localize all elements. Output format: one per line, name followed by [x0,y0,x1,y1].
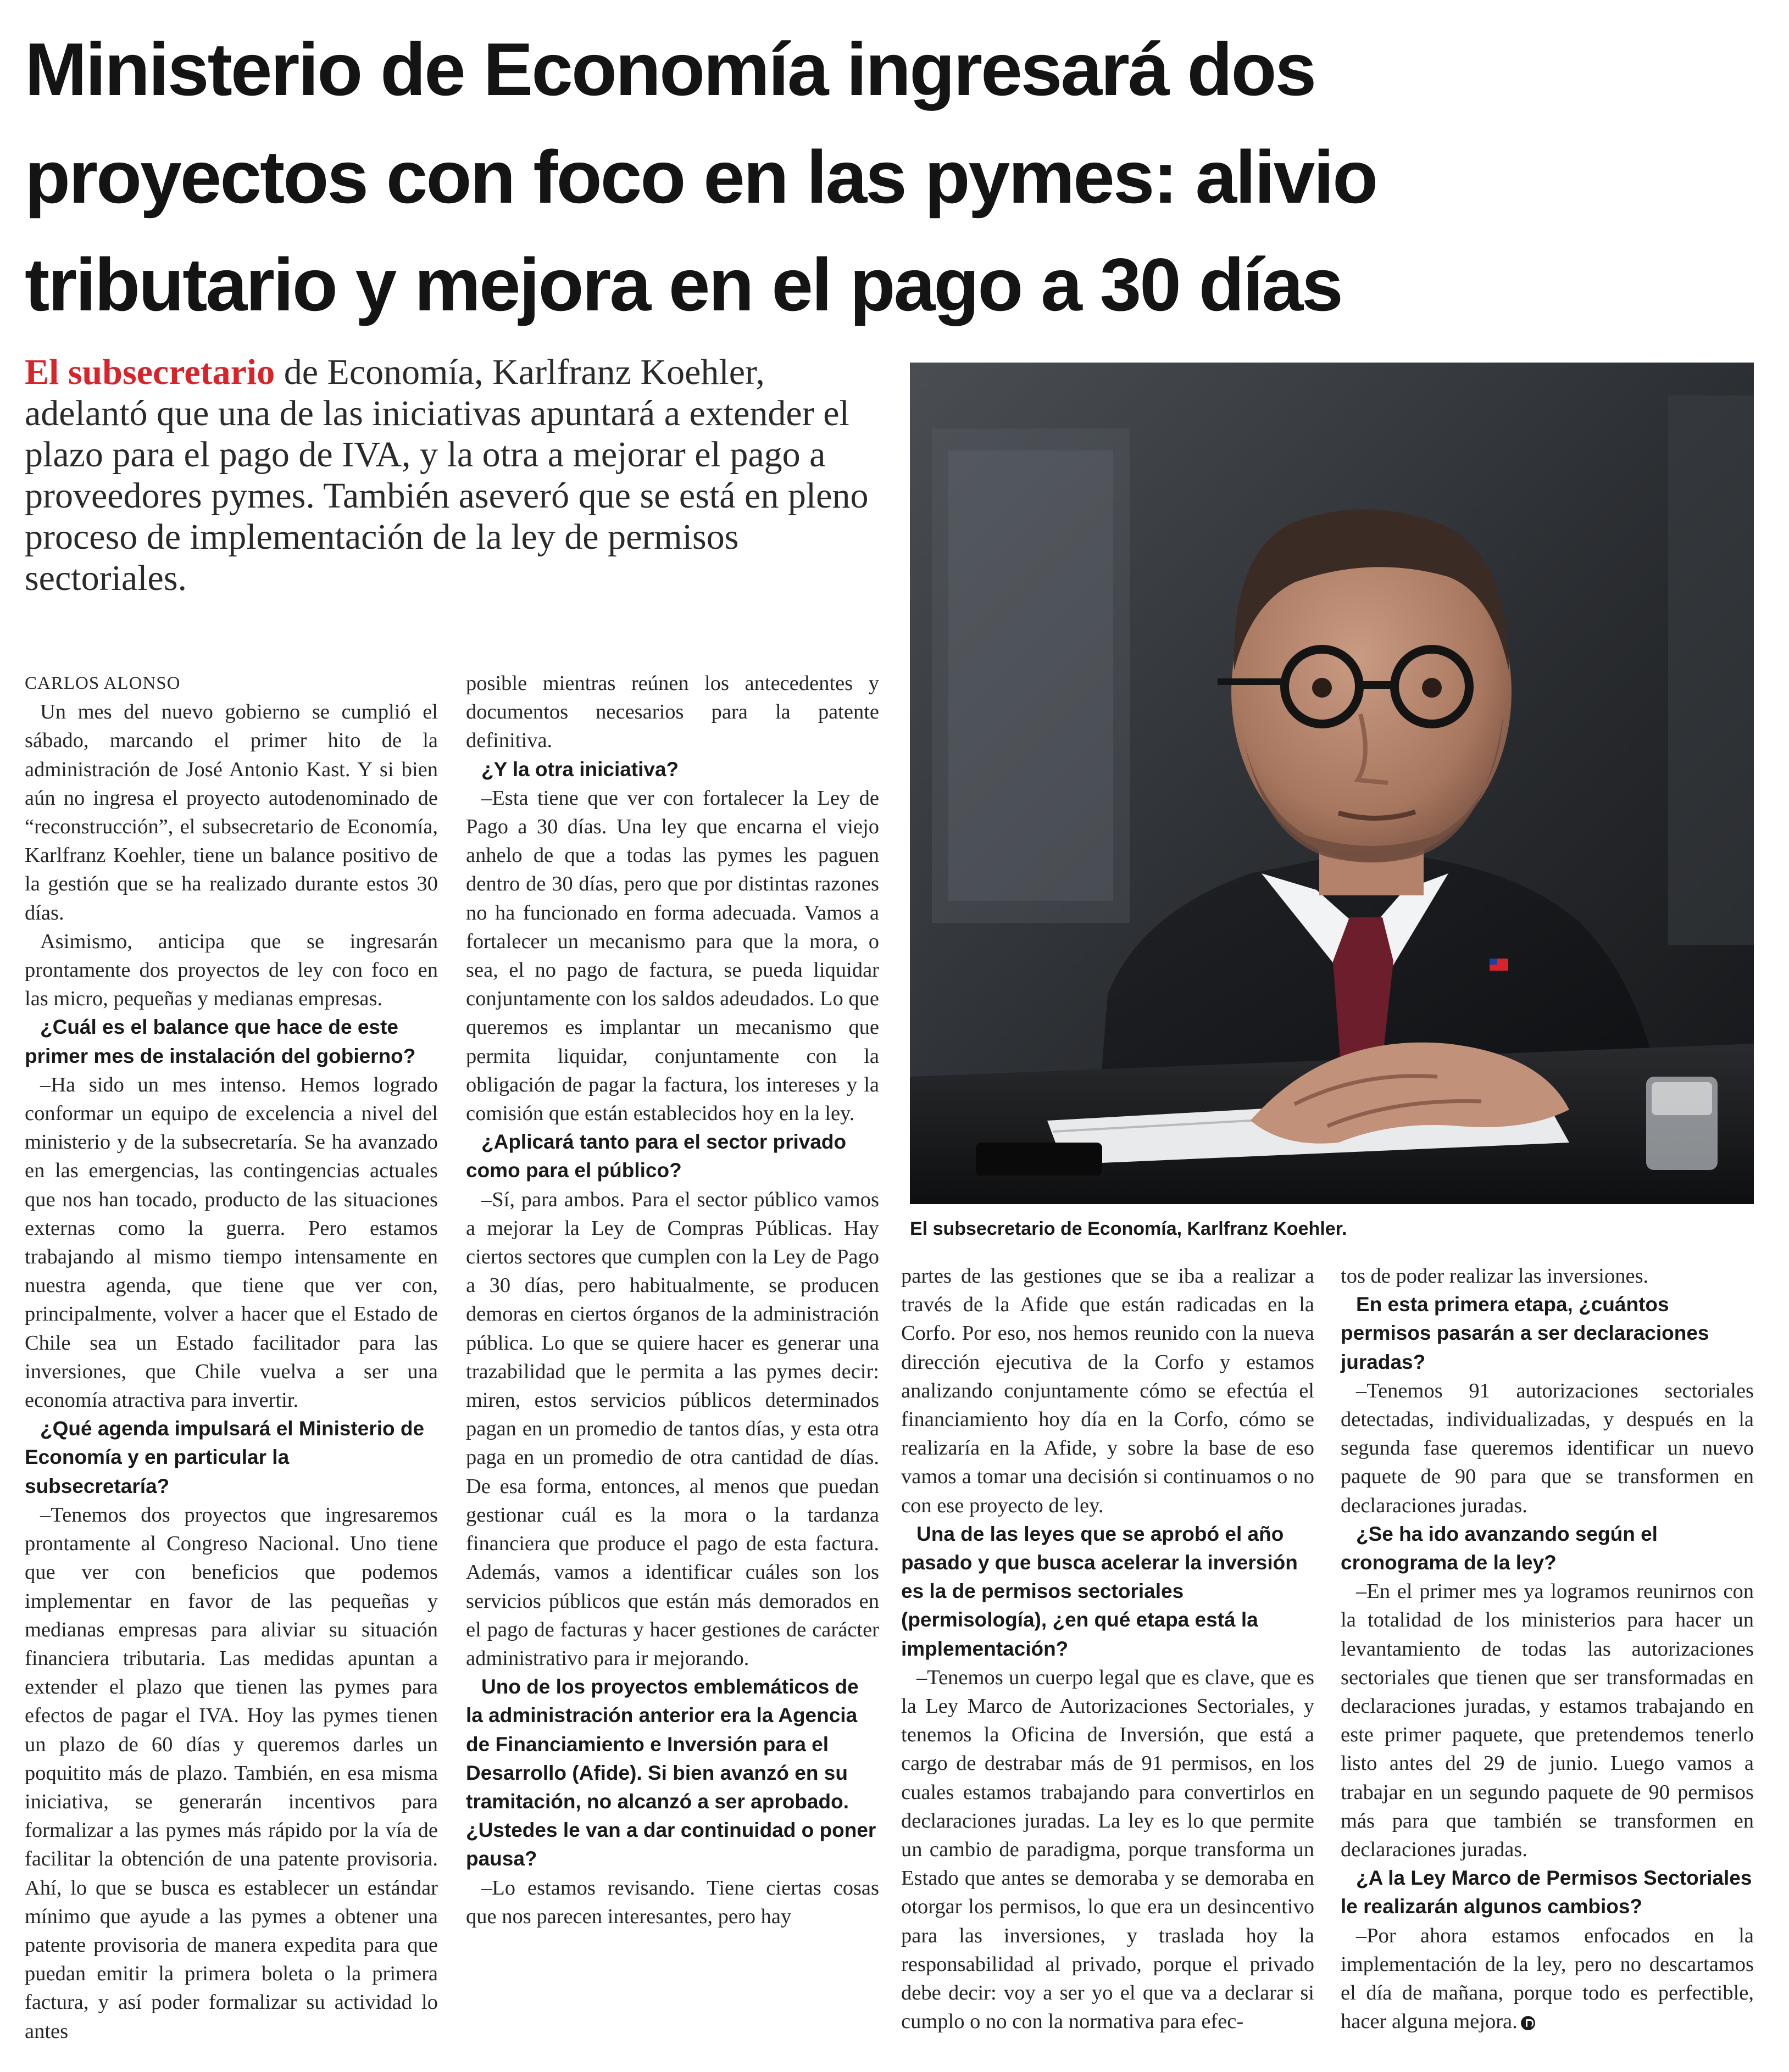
photo-illustration [910,363,1754,1204]
interview-question: Una de las leyes que se aprobó el año pasado y que busca acelerar la inversión es la de permisos sectoriales (permisología), ¿en qué etapa está la implementación? [901,1522,1298,1660]
interview-answer: –Tenemos dos proyectos que ingresaremos prontamente al Congreso Nacional. Uno tiene que ver con beneficios que podemos implementar en favor de las pequeñas y medianas empresas para aliviar su situación financiera tributaria. Las medidas apuntan a extender el plazo que tienen las pymes para efectos de pagar el IVA. Hoy las pymes tienen un plazo de 60 días y queremos darles un poquitito más de plazo. También, en esa misma iniciativa, se generarán incentivos para formalizar a las pymes más rápido por la vía de facilitar la obtención de una patente provisoria. Ahí, lo que se busca es establecer un estándar mínimo que ayude a las pymes a obtener una patente provisoria de manera expedita para que puedan emitir la primera boleta o la primera factura, y así poder formalizar su actividad lo antes [25,1503,438,2043]
text-column-2 [466,669,879,1931]
headline-line: Ministerio de Economía ingresará dos [25,27,1315,111]
headline-line: tributario y mejora en el pago a 30 días [25,243,1342,326]
body-paragraph: Un mes del nuevo gobierno se cumplió el sábado, marcando el primer hito de la administración de José Antonio Kast. Y si bien aún no ingresa el proyecto autodenominado de “reconstrucción”, el subsecretario de Economía, Karlfranz Koehler, tiene un balance positivo de la gestión que se ha realizado durante estos 30 días. [25,700,438,924]
text-column-1 [25,669,438,2046]
photo-caption: El subsecretario de Economía, Karlfranz Koehler. [910,1218,1347,1239]
interview-question: ¿Y la otra iniciativa? [481,757,679,781]
headline [25,15,1761,338]
interview-answer: –Tenemos un cuerpo legal que es clave, que es la Ley Marco de Autorizaciones Sectoriales, y tenemos la Oficina de Inversión, que está a cargo de destrabar más de 91 permisos, en los cuales estamos trabajando para convertirlos en declaraciones juradas. La ley es lo que permite un cambio de paradigma, porque transforma un Estado que antes se demoraba y se demoraba en otorgar los permisos, lo que era un desincentivo para las inversiones, y traslada hoy la responsabilidad al privado, porque el privado debe decir: voy a ser yo el que va a declarar si cumplo o no con la normativa para efec- [901,1666,1314,2034]
interview-question: ¿A la Ley Marco de Permisos Sectoriales le realizarán algunos cambios? [1341,1867,1752,1918]
continued-paragraph: tos de poder realizar las inversiones. [1341,1265,1649,1288]
final-answer-text: –Por ahora estamos enfocados en la implementación de la ley, pero no descartamos el día de mañana, porque todo es perfectible, hacer alguna mejora. [1341,1924,1754,2034]
continued-paragraph: partes de las gestiones que se iba a realizar a través de la Afide que están radicadas en la Corfo. Por eso, nos hemos reunido con la nueva dirección ejecutiva de la Corfo y estamos analizando conjuntamente cómo se efectúa el financiamiento hoy día en la Corfo, cómo se realizaría en la Afide, y sobre la base de eso vamos a tomar una decisión si continuamos o no con ese proyecto de ley. [901,1265,1314,1517]
interview-question: Uno de los proyectos emblemáticos de la administración anterior era la Agencia de Financiamiento e Inversión para el Desarrollo (Afide). Si bien avanzó en su tramitación, no alcanzó a ser aprobado. ¿Ustedes le van a dar continuidad o poner pausa? [466,1675,876,1870]
interview-answer: –Esta tiene que ver con fortalecer la Ley de Pago a 30 días. Una ley que encarna el viejo anhelo de que a todas las pymes les paguen dentro de 30 días, pero que por distintas razones no ha funcionado en forma adecuada. Vamos a fortalecer un mecanismo para que la mora, o sea, el no pago de factura, se pueda liquidar conjuntamente con los saldos adeudados. Lo que queremos es implantar un mecanismo que permita liquidar, conjuntamente con la obligación de pagar la factura, los intereses y la comisión que están establecidos hoy en la ley. [466,786,879,1126]
text-column-3 [901,1262,1314,2036]
deck-lead: El subsecretario [25,352,275,392]
interview-question: En esta primera etapa, ¿cuántos permisos pasarán a ser declaraciones juradas? [1341,1293,1709,1373]
interview-answer: –Sí, para ambos. Para el sector público vamos a mejorar la Ley de Compras Públicas. Hay ciertos sectores que cumplen con la Ley de Pago a 30 días, pero habitualmente, se producen demoras en ciertos órganos de la administración pública. Lo que se quiere hacer es generar una trazabilidad que le permita a las pymes decir: miren, estos servicios públicos determinados pagan en un promedio de tantos días, y esta otra paga en un promedio de otra cantidad de días. De esa forma, entonces, al menos que puedan gestionar cuál es la mora o la tardanza financiera que produce el pago de esta factura. Además, vamos a identificar cuáles son los servicios públicos que están más demorados en el pago de facturas y hacer gestiones de carácter administrativo para ir mejorando. [466,1188,879,1670]
interview-answer: –Tenemos 91 autorizaciones sectoriales detectadas, individualizadas, y después en la segunda fase queremos identificar un nuevo paquete de 90 para que se transformen en declaraciones juradas. [1341,1379,1754,1517]
byline: CARLOS ALONSO [25,673,181,693]
article-deck [25,352,882,599]
body-paragraph: Asimismo, anticipa que se ingresarán prontamente dos proyectos de ley con foco en las micro, pequeñas y medianas empresas. [25,929,438,1011]
text-column-4 [1341,1262,1754,2036]
publication-logo-icon [1521,2016,1535,2030]
interview-question: ¿Se ha ido avanzando según el cronograma de la ley? [1341,1522,1658,1574]
interview-answer: –Lo estamos revisando. Tiene ciertas cosas que nos parecen interesantes, pero hay [466,1876,879,1928]
headline-line: proyectos con foco en las pymes: alivio [25,135,1377,219]
interview-answer: –Ha sido un mes intenso. Hemos logrado conformar un equipo de excelencia a nivel del ministerio y de la subsecretaría. Se ha avanzado en las emergencias, las contingencias actuales que nos han tocado, producto de las situaciones externas como la guerra. Pero estamos trabajando al mismo tiempo intensamente en nuestra agenda, que tiene que ver con, principalmente, volver a hacer que el Estado de Chile sea un Estado facilitador para las inversiones, que Chile vuelva a ser una economía atractiva para invertir. [25,1073,438,1412]
article-photo [910,363,1754,1204]
interview-question: ¿Aplicará tanto para el sector privado como para el público? [466,1130,847,1182]
continued-paragraph: posible mientras reúnen los antecedentes y documentos necesarios para la patente definitiva. [466,672,879,753]
deck-text: de Economía, Karlfranz Koehler, adelantó que una de las iniciativas apuntará a extender el plazo para el pago de IVA, y la otra a mejorar el pago a proveedores pymes. También aseveró que se está en pleno proceso de implementación de la ley de permisos sectoriales. [25,352,869,598]
interview-question: ¿Cuál es el balance que hace de este primer mes de instalación del gobierno? [25,1016,416,1067]
interview-answer: –En el primer mes ya logramos reunirnos con la totalidad de los ministerios para hacer un levantamiento de todas las autorizaciones sectoriales que tienen que ser transformadas en declaraciones juradas, y estamos trabajando en este primer paquete, que pretendemos tenerlo listo antes del 29 de junio. Luego vamos a trabajar en un segundo paquete de 90 permisos más para que también se transformen en declaraciones juradas. [1341,1580,1754,1862]
interview-question: ¿Qué agenda impulsará el Ministerio de Economía y en particular la subsecretaría? [25,1417,425,1497]
interview-answer [1341,1921,1754,2036]
